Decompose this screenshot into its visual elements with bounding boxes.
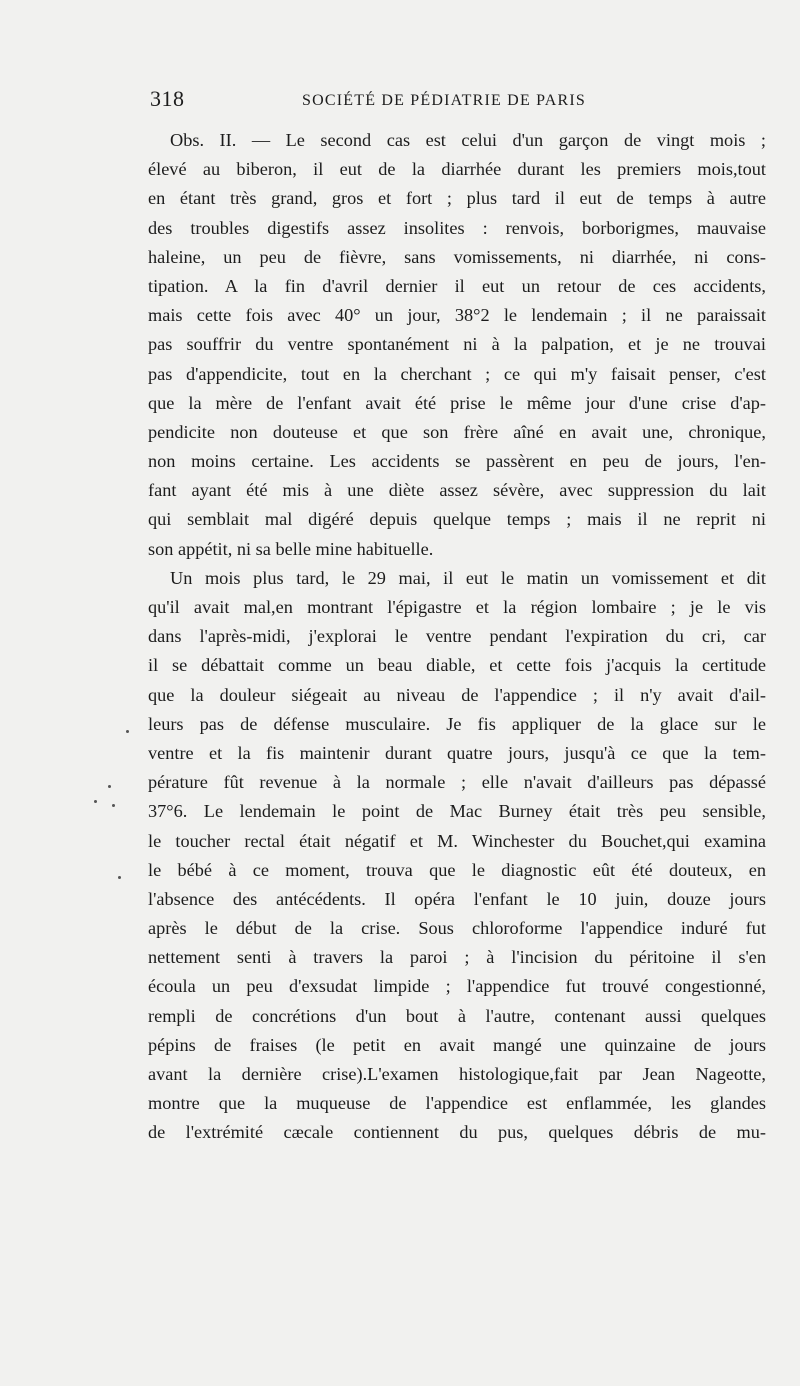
text-line: pas souffrir du ventre spontanément ni à la palpation, et je ne trouvai <box>148 334 766 355</box>
text-line: leurs pas de défense musculaire. Je fis appliquer de la glace sur le <box>148 713 766 734</box>
text-line: nettement senti à travers la paroi ; à l'incision du péritoine il s'en <box>148 947 766 968</box>
text-line: pendicite non douteuse et que son frère aîné en avait une, chronique, <box>148 421 766 442</box>
text-line: 37°6. Le lendemain le point de Mac Burney était très peu sensible, <box>148 801 766 822</box>
text-line: Obs. II. — Le second cas est celui d'un garçon de vingt mois ; <box>170 130 766 150</box>
text-line: pépins de fraises (le petit en avait mangé une quinzaine de jours <box>148 1034 766 1055</box>
text-line: avant la dernière crise).L'examen histologique,fait par Jean Nageotte, <box>148 1064 766 1084</box>
ink-speck <box>126 730 129 733</box>
text-line: Un mois plus tard, le 29 mai, il eut le matin un vomissement et dit <box>170 567 766 588</box>
text-line: ventre et la fis maintenir durant quatre jours, jusqu'à ce que la tem- <box>148 742 766 763</box>
ink-speck <box>118 876 121 879</box>
text-line: dans l'après-midi, j'explorai le ventre pendant l'expiration du cri, car <box>148 626 766 647</box>
text-line: mais cette fois avec 40° un jour, 38°2 le lendemain ; il ne paraissait <box>148 305 766 326</box>
page-number: 318 <box>150 86 185 111</box>
text-line: qu'il avait mal,en montrant l'épigastre et la région lombaire ; je le vis <box>148 597 766 617</box>
text-line: écoula un peu d'exsudat limpide ; l'appendice fut trouvé congestionné, <box>148 976 766 997</box>
ink-speck <box>94 800 97 803</box>
text-line: fant ayant été mis à une diète assez sévère, avec suppression du lait <box>148 480 766 501</box>
text-line: pérature fût revenue à la normale ; elle n'avait d'ailleurs pas dépassé <box>148 772 766 793</box>
text-line: élevé au biberon, il eut de la diarrhée durant les premiers mois,tout <box>148 159 766 180</box>
journal-title: SOCIÉTÉ DE PÉDIATRIE DE PARIS <box>302 92 586 109</box>
body-text <box>148 126 766 1148</box>
text-line: en étant très grand, gros et fort ; plus tard il eut de temps à autre <box>148 188 766 209</box>
text-line: que la douleur siégeait au niveau de l'appendice ; il n'y avait d'ail- <box>148 684 766 705</box>
text-line: l'absence des antécédents. Il opéra l'enfant le 10 juin, douze jours <box>148 888 766 909</box>
ink-speck <box>112 804 115 807</box>
text-line: le bébé à ce moment, trouva que le diagnostic eût été douteux, en <box>148 859 766 880</box>
running-header <box>150 86 770 116</box>
text-line: non moins certaine. Les accidents se passèrent en peu de jours, l'en- <box>148 451 766 472</box>
ink-speck <box>108 785 111 788</box>
text-line: après le début de la crise. Sous chloroforme l'appendice induré fut <box>148 918 766 939</box>
text-line: qui semblait mal digéré depuis quelque temps ; mais il ne reprit ni <box>148 509 766 530</box>
text-line: il se débattait comme un beau diable, et cette fois j'acquis la certitude <box>148 655 766 676</box>
margin-ink-specks <box>88 700 148 880</box>
text-line: tipation. A la fin d'avril dernier il eut un retour de ces accidents, <box>148 275 766 296</box>
text-line: le toucher rectal était négatif et M. Winchester du Bouchet,qui examina <box>148 830 766 851</box>
text-line: que la mère de l'enfant avait été prise le même jour d'une crise d'ap- <box>148 392 766 413</box>
text-line: montre que la muqueuse de l'appendice est enflammée, les glandes <box>148 1093 766 1114</box>
text-line: son appétit, ni sa belle mine habituelle. <box>148 538 434 559</box>
text-line: des troubles digestifs assez insolites : renvois, borborigmes, mauvaise <box>148 217 766 238</box>
text-line: haleine, un peu de fièvre, sans vomissements, ni diarrhée, ni cons- <box>148 246 766 267</box>
text-line: pas d'appendicite, tout en la cherchant ; ce qui m'y faisait penser, c'est <box>148 363 766 384</box>
text-line: de l'extrémité cæcale contiennent du pus, quelques débris de mu- <box>148 1122 766 1143</box>
text-line: rempli de concrétions d'un bout à l'autre, contenant aussi quelques <box>148 1005 766 1026</box>
